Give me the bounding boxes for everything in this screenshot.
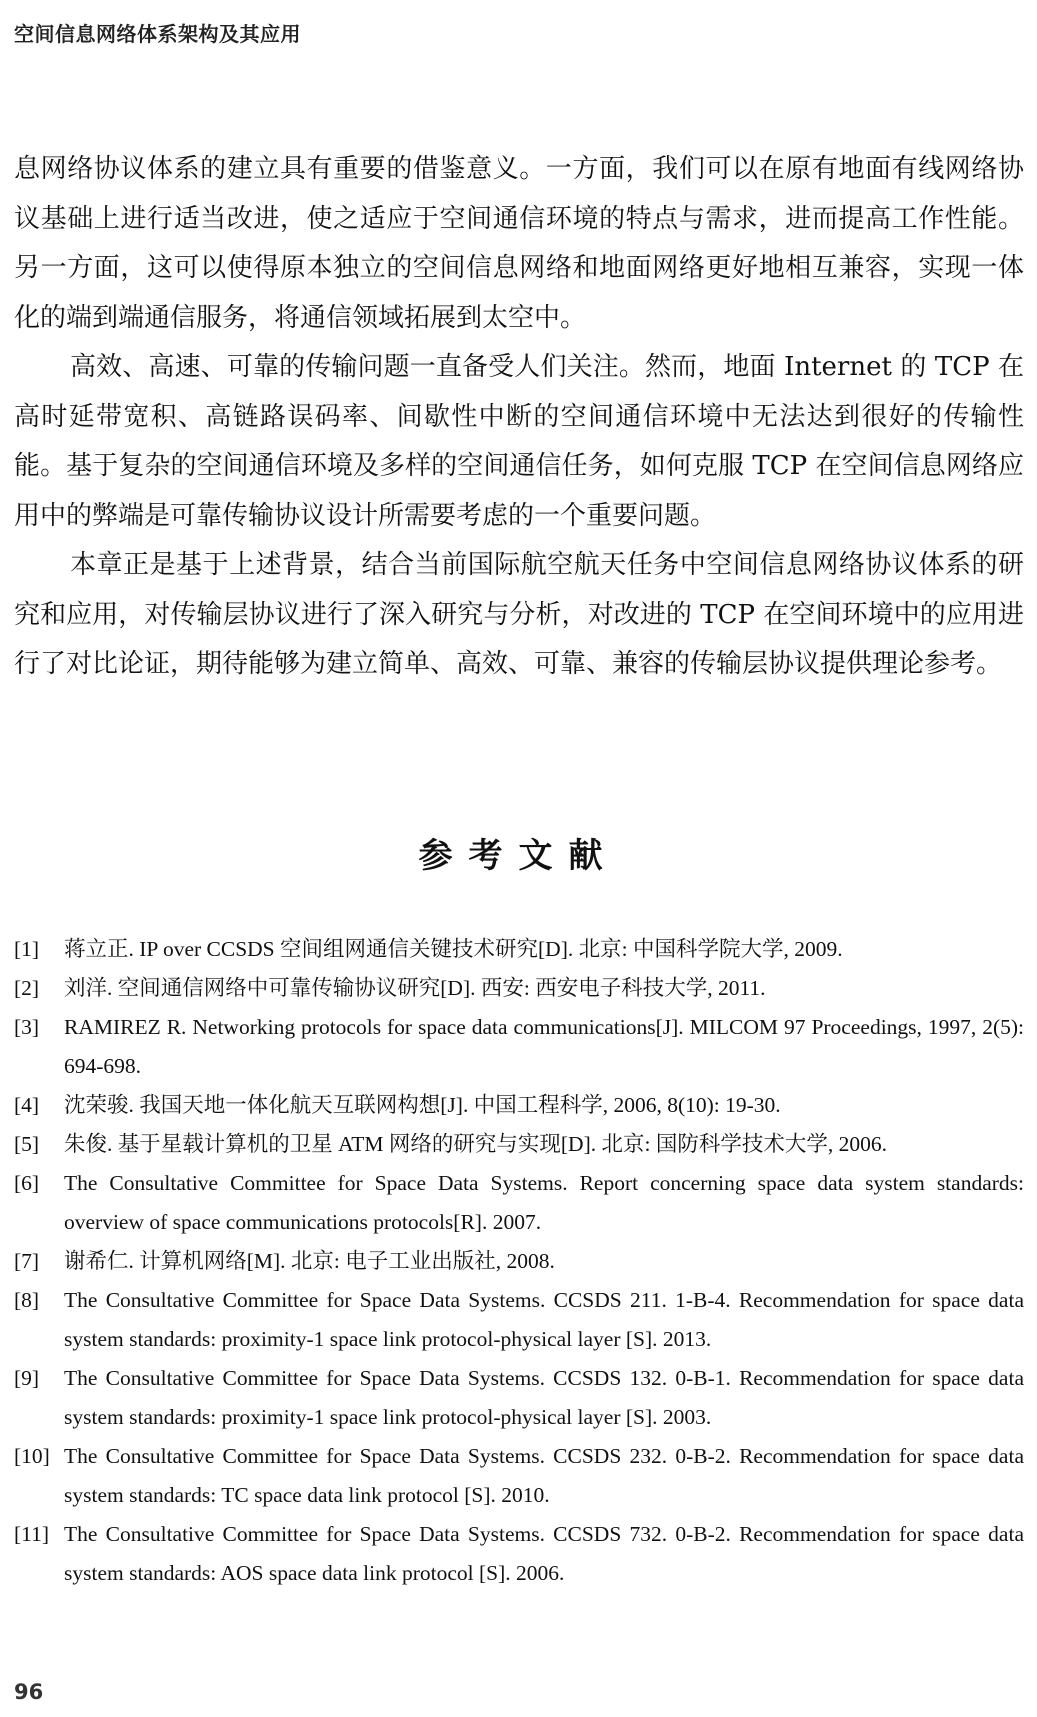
reference-number: [4] xyxy=(14,1093,40,1117)
reference-number: [11] xyxy=(14,1522,50,1546)
page-number: 96 xyxy=(14,1680,44,1704)
reference-text: The Consultative Committee for Space Data Systems. CCSDS 232. 0-B-2. Recommendation for space data system standards: TC space data link protocol [S]. 2010. xyxy=(64,1444,1024,1507)
reference-item xyxy=(14,1515,1024,1593)
reference-text: RAMIREZ R. Networking protocols for space data communications[J]. MILCOM 97 Proceedings, 1997, 2(5): 694-698. xyxy=(64,1015,1024,1078)
reference-number: [10] xyxy=(14,1444,50,1468)
reference-item xyxy=(14,1086,1024,1125)
reference-item xyxy=(14,969,1024,1008)
reference-item xyxy=(14,930,1024,969)
reference-number: [6] xyxy=(14,1171,40,1195)
references-heading: 参考文献 xyxy=(418,836,619,876)
reference-number: [1] xyxy=(14,937,40,961)
reference-list xyxy=(14,930,1024,1593)
reference-number: [9] xyxy=(14,1366,40,1390)
reference-text: 沈荣骏. 我国天地一体化航天互联网构想[J]. 中国工程科学, 2006, 8(10): 19-30. xyxy=(64,1093,781,1117)
reference-number: [3] xyxy=(14,1015,40,1039)
reference-number: [5] xyxy=(14,1132,40,1156)
reference-text: 朱俊. 基于星载计算机的卫星 ATM 网络的研究与实现[D]. 北京: 国防科学技术大学, 2006. xyxy=(64,1132,887,1156)
body-text xyxy=(14,145,1024,690)
reference-item xyxy=(14,1242,1024,1281)
reference-number: [8] xyxy=(14,1288,40,1312)
reference-item xyxy=(14,1281,1024,1359)
reference-text: The Consultative Committee for Space Data Systems. CCSDS 732. 0-B-2. Recommendation for space data system standards: AOS space data link protocol [S]. 2006. xyxy=(64,1522,1024,1585)
reference-item xyxy=(14,1008,1024,1086)
reference-text: 谢希仁. 计算机网络[M]. 北京: 电子工业出版社, 2008. xyxy=(64,1249,555,1273)
reference-item xyxy=(14,1164,1024,1242)
reference-text: The Consultative Committee for Space Data Systems. CCSDS 132. 0-B-1. Recommendation for space data system standards: proximity-1 space link protocol-physical layer [S]. 2003. xyxy=(64,1366,1024,1429)
body-paragraph: 高效、高速、可靠的传输问题一直备受人们关注。然而，地面 Internet 的 TCP 在高时延带宽积、高链路误码率、间歇性中断的空间通信环境中无法达到很好的传输性能。基于复杂的空间通信环境及多样的空间通信任务，如何克服 TCP 在空间信息网络应用中的弊端是可靠传输协议设计所需要考虑的一个重要问题。 xyxy=(14,352,1024,531)
reference-text: The Consultative Committee for Space Data Systems. CCSDS 211. 1-B-4. Recommendation for space data system standards: proximity-1 space link protocol-physical layer [S]. 2013. xyxy=(64,1288,1024,1351)
reference-text: 蒋立正. IP over CCSDS 空间组网通信关键技术研究[D]. 北京: 中国科学院大学, 2009. xyxy=(64,937,843,961)
body-paragraph: 本章正是基于上述背景，结合当前国际航空航天任务中空间信息网络协议体系的研究和应用，对传输层协议进行了深入研究与分析，对改进的 TCP 在空间环境中的应用进行了对比论证，期待能够为建立简单、高效、可靠、兼容的传输层协议提供理论参考。 xyxy=(14,550,1024,679)
reference-number: [7] xyxy=(14,1249,40,1273)
reference-item xyxy=(14,1125,1024,1164)
reference-item xyxy=(14,1437,1024,1515)
reference-text: 刘洋. 空间通信网络中可靠传输协议研究[D]. 西安: 西安电子科技大学, 2011. xyxy=(64,976,766,1000)
reference-item xyxy=(14,1359,1024,1437)
running-header-title: 空间信息网络体系架构及其应用 xyxy=(14,22,301,46)
reference-text: The Consultative Committee for Space Data Systems. Report concerning space data system standards: overview of space communications protocols[R]. 2007. xyxy=(64,1171,1024,1234)
reference-number: [2] xyxy=(14,976,40,1000)
body-paragraph: 息网络协议体系的建立具有重要的借鉴意义。一方面，我们可以在原有地面有线网络协议基础上进行适当改进，使之适应于空间通信环境的特点与需求，进而提高工作性能。另一方面，这可以使得原本独立的空间信息网络和地面网络更好地相互兼容，实现一体化的端到端通信服务，将通信领域拓展到太空中。 xyxy=(14,154,1024,333)
